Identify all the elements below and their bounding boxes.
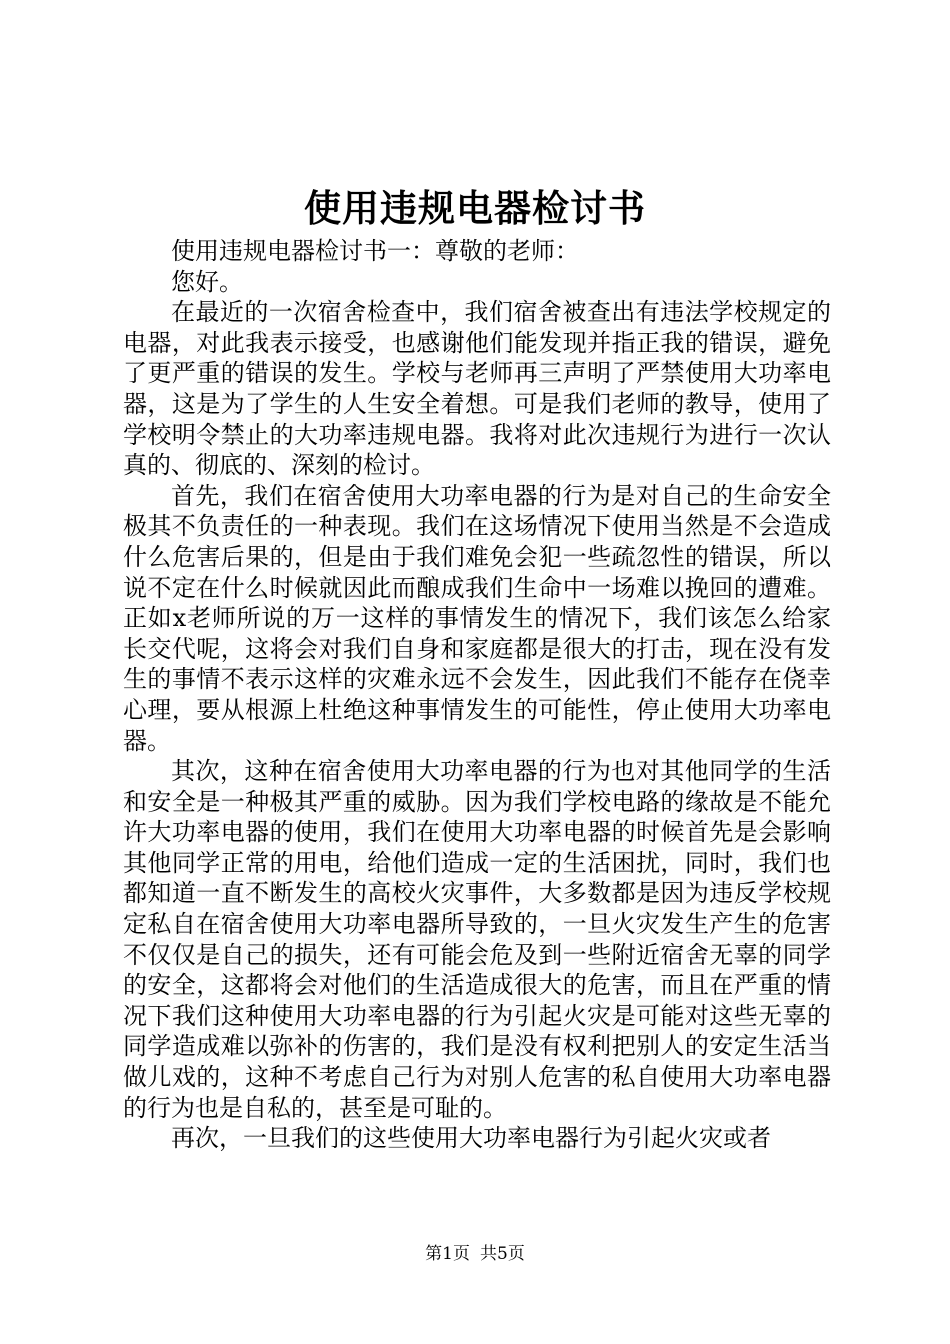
page-total: 共5页: [480, 1244, 525, 1264]
body-paragraph-4: 再次，一旦我们的这些使用大功率电器行为引起火灾或者: [171, 1124, 771, 1153]
document-title: 使用违规电器检讨书: [304, 186, 646, 230]
page-footer: [0, 1243, 950, 1265]
greeting-paragraph: 您好。: [171, 267, 243, 296]
body-paragraph-1: 在最近的一次宿舍检查中，我们宿舍被查出有违法学校规定的电器，对此我表示接受，也感谢他们能发现并指正我的错误，避免了更严重的错误的发生。学校与老师再三声明了严禁使用大功率电器，这是为了学生的人生安全着想。可是我们老师的教导，使用了学校明令禁止的大功率违规电器。我将对此次违规行为进行一次认真的、彻底的、深刻的检讨。: [123, 298, 831, 480]
document-body: [123, 236, 831, 1154]
body-paragraph-2: 首先，我们在宿舍使用大功率电器的行为是对自己的生命安全极其不负责任的一种表现。我们在这场情况下使用当然是不会造成什么危害后果的，但是由于我们难免会犯一些疏忽性的错误，所以说不定在什么时候就因此而酿成我们生命中一场难以挽回的遭难。正如x老师所说的万一这样的事情发生的情况下，我们该怎么给家长交代呢，这将会对我们自身和家庭都是很大的打击，现在没有发生的事情不表示这样的灾难永远不会发生，因此我们不能存在侥幸心理，要从根源上杜绝这种事情发生的可能性，停止使用大功率电器。: [123, 481, 831, 755]
body-paragraph-3: 其次，这种在宿舍使用大功率电器的行为也对其他同学的生活和安全是一种极其严重的威胁。因为我们学校电路的缘故是不能允许大功率电器的使用，我们在使用大功率电器的时候首先是会影响其他同学正常的用电，给他们造成一定的生活困扰，同时，我们也都知道一直不断发生的高校火灾事件，大多数都是因为违反学校规定私自在宿舍使用大功率电器所导致的，一旦火灾发生产生的危害不仅仅是自己的损失，还有可能会危及到一些附近宿舍无辜的同学的安全，这都将会对他们的生活造成很大的危害，而且在严重的情况下我们这种使用大功率电器的行为引起火灾是可能对这些无辜的同学造成难以弥补的伤害的，我们是没有权利把别人的安定生活当做儿戏的，这种不考虑自己行为对别人危害的私自使用大功率电器的行为也是自私的，甚至是可耻的。: [123, 757, 831, 1122]
salutation-paragraph: 使用违规电器检讨书一：尊敬的老师：: [171, 237, 579, 265]
page-number: 第1页: [425, 1244, 470, 1264]
